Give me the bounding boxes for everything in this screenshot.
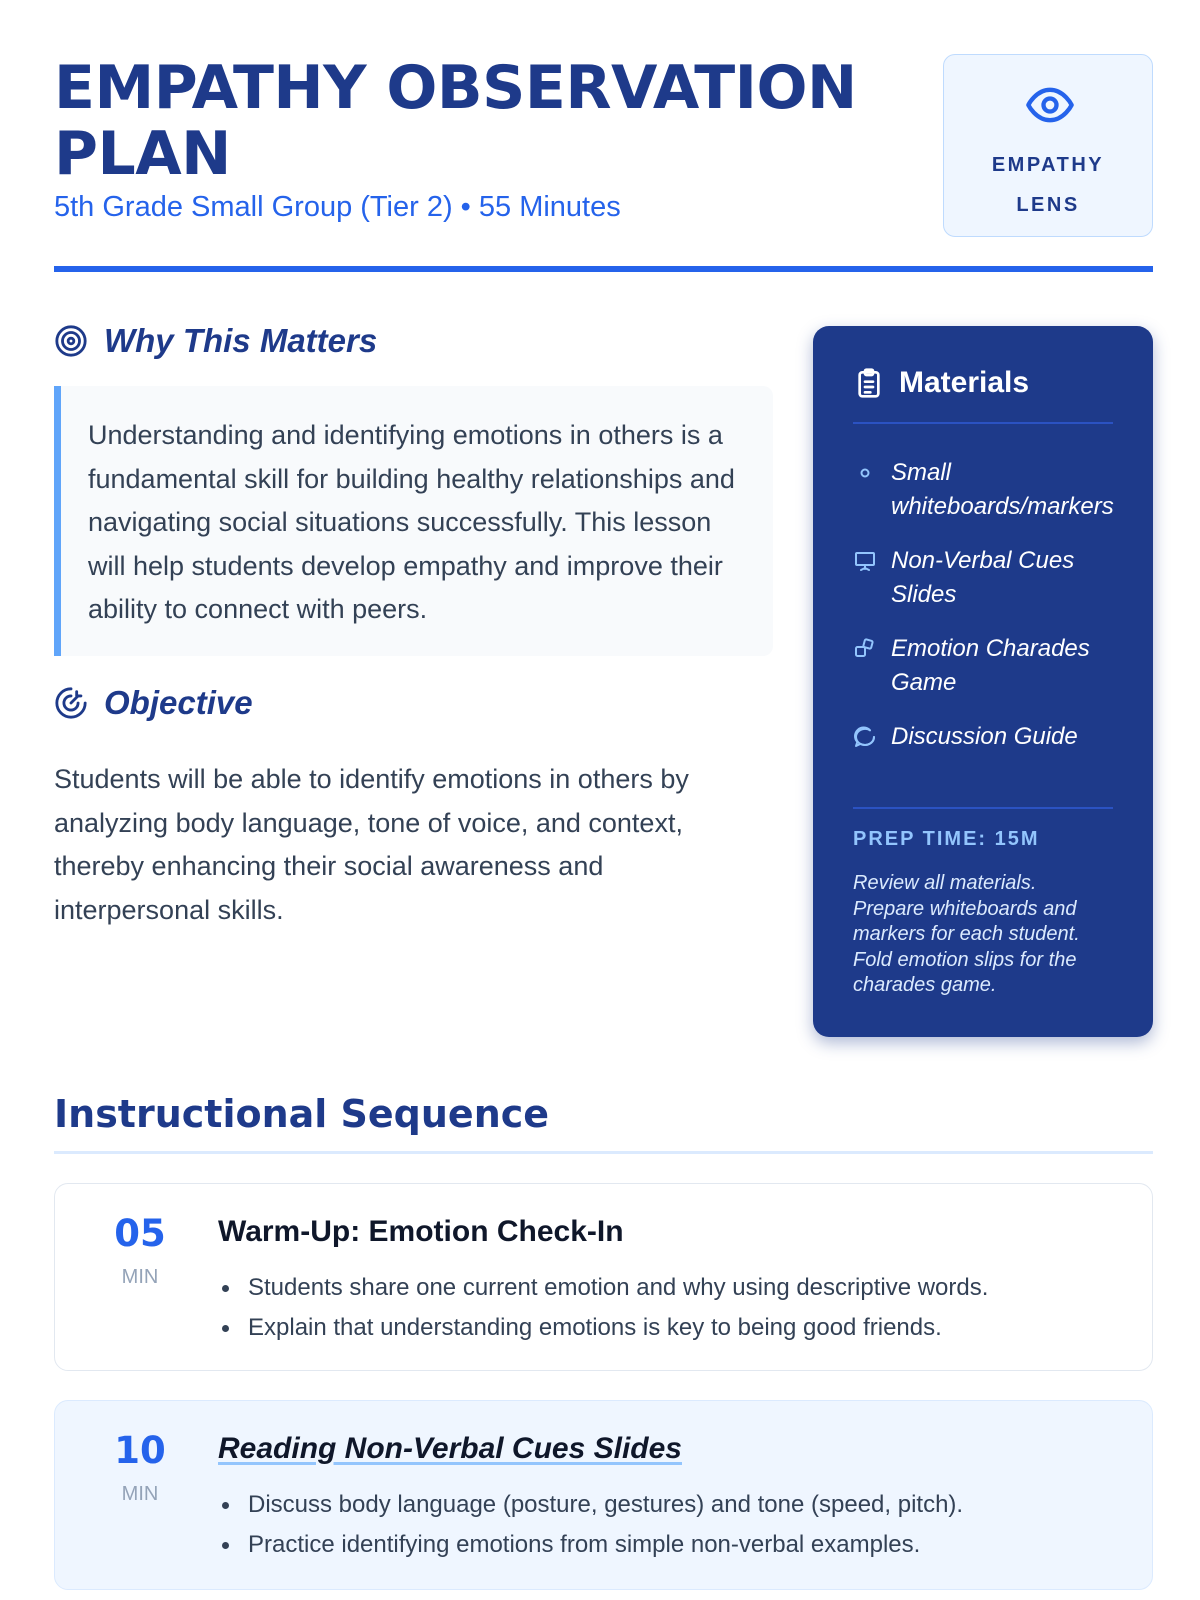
sequence-heading: Instructional Sequence <box>54 1092 550 1136</box>
why-heading-text: Why This Matters <box>104 322 378 359</box>
materials-card <box>813 326 1153 1037</box>
step-bullet-list <box>218 1268 988 1348</box>
material-item-label: Discussion Guide <box>891 723 1078 750</box>
materials-heading-text: Materials <box>899 366 1030 399</box>
material-item <box>853 720 1123 754</box>
clipboard-icon <box>853 366 885 400</box>
step-bullet: Practice identifying emotions from simple non-verbal examples. <box>218 1525 963 1565</box>
game-pieces-icon <box>853 637 877 661</box>
sequence-step <box>54 1400 1153 1590</box>
badge-label <box>944 145 1152 225</box>
material-item <box>853 544 1123 612</box>
why-callout: Understanding and identifying emotions in others is a fundamental skill for building healthy relationships and navigating social situations successfully. This lesson will help students develop empathy and improve their ability to connect with peers. <box>54 386 773 656</box>
step-bullet: Explain that understanding emotions is key to being good friends. <box>218 1308 988 1348</box>
step-minutes: 10 <box>114 1429 166 1472</box>
prep-note: Review all materials. Prepare whiteboards and markers for each student. Fold emotion slips for the charades game. <box>853 872 1080 996</box>
step-minutes-unit: MIN <box>121 1483 159 1505</box>
step-minutes-unit: MIN <box>121 1266 159 1288</box>
step-minutes: 05 <box>114 1212 166 1255</box>
objective-text: Students will be able to identify emotions in others by analyzing body language, tone of voice, and context, thereby enhancing their social awareness and interpersonal skills. <box>54 764 689 925</box>
header-divider <box>54 266 1153 272</box>
objective-heading <box>54 684 253 722</box>
materials-heading <box>853 366 1029 400</box>
step-bullet: Discuss body language (posture, gestures) and tone (speed, pitch). <box>218 1485 963 1525</box>
why-heading <box>54 322 377 360</box>
chat-bubble-icon <box>853 725 877 749</box>
step-bullet: Students share one current emotion and why using descriptive words. <box>218 1268 988 1308</box>
presentation-icon <box>853 549 877 573</box>
target-icon <box>54 324 88 358</box>
empathy-lens-badge <box>943 54 1153 237</box>
sequence-divider <box>54 1151 1153 1154</box>
page-subtitle: 5th Grade Small Group (Tier 2) • 55 Minutes <box>54 191 621 223</box>
materials-divider-top <box>853 422 1113 424</box>
small-dot-icon <box>853 461 877 485</box>
step-bullet-list <box>218 1485 963 1565</box>
eye-icon <box>1024 79 1076 131</box>
material-item <box>853 456 1123 524</box>
material-item <box>853 632 1123 700</box>
material-item-label: Small whiteboards/markers <box>891 459 1114 520</box>
objective-heading-text: Objective <box>104 684 253 721</box>
objective-icon <box>54 686 88 720</box>
prep-time-label: PREP TIME: 15M <box>853 828 1040 850</box>
badge-label-line1: EMPATHY <box>991 154 1105 176</box>
step-title-link[interactable]: Reading Non-Verbal Cues Slides <box>218 1432 682 1465</box>
step-title: Warm-Up: Emotion Check-In <box>218 1215 624 1248</box>
page-title: EMPATHY OBSERVATION PLAN <box>54 53 857 189</box>
material-item-label: Emotion Charades Game <box>891 635 1090 696</box>
badge-label-line2: LENS <box>1016 194 1080 216</box>
materials-divider-bottom <box>853 807 1113 809</box>
material-item-label: Non-Verbal Cues Slides <box>891 547 1075 608</box>
sequence-step <box>54 1183 1153 1371</box>
